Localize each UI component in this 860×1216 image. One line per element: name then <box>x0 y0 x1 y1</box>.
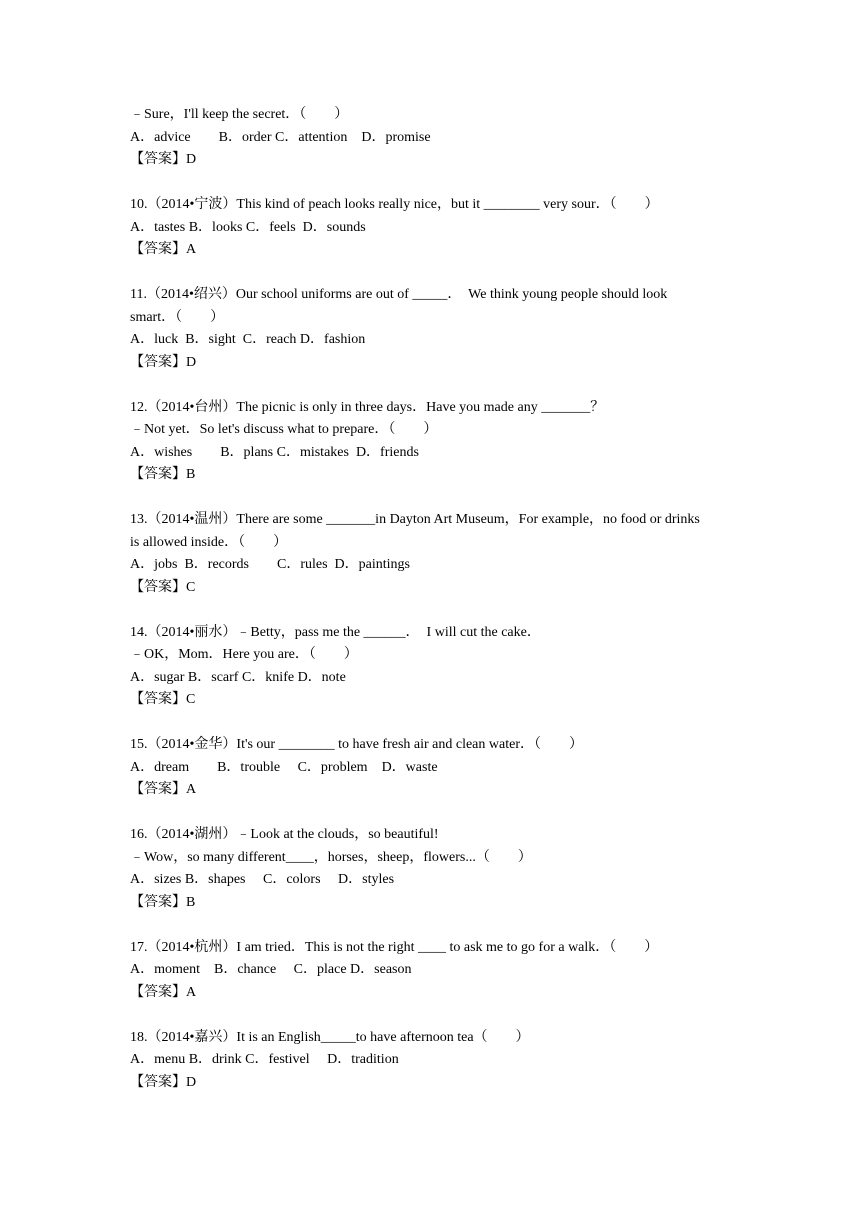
question-text-continued: smart．（ ） <box>130 309 225 325</box>
question-options: A．tastes B．looks C．feels D．sounds <box>130 219 366 235</box>
question-options: A．menu B．drink C．festivel D．tradition <box>130 1052 399 1067</box>
question-18 <box>130 1027 740 1095</box>
question-text: ﹣Sure，I'll keep the secret．（ ） <box>130 107 349 122</box>
question-text: 18.（2014•嘉兴）It is an English_____to have afternoon tea（ ） <box>130 1029 530 1045</box>
question-text-continued: ﹣OK，Mom．Here you are．（ ） <box>130 647 358 662</box>
question-options: A．moment B．chance C．place D．season <box>130 962 412 977</box>
question-11 <box>130 284 740 374</box>
question-text: 10.（2014•宁波）This kind of peach looks really nice，but it ________ very sour．（ ） <box>130 197 659 212</box>
question-9-tail <box>130 104 740 172</box>
question-10 <box>130 194 740 262</box>
question-answer: 【答案】B <box>130 894 196 910</box>
question-answer: 【答案】A <box>130 242 197 257</box>
question-options: A．sizes B．shapes C．colors D．styles <box>130 872 395 887</box>
question-text: 15.（2014•金华）It's our ________ to have fresh air and clean water．（ ） <box>130 737 583 752</box>
question-text: 14.（2014•丽水）﹣Betty，pass me the ______． I will cut the cake． <box>130 624 541 640</box>
question-12 <box>130 397 740 487</box>
question-answer: 【答案】D <box>130 354 197 370</box>
question-13 <box>130 509 740 599</box>
document-page <box>130 104 740 1117</box>
question-options: A．wishes B．plans C．mistakes D．friends <box>130 444 419 460</box>
question-options: A．advice B．order C．attention D．promise <box>130 129 431 145</box>
question-answer: 【答案】A <box>130 782 197 797</box>
question-text: 11.（2014•绍兴）Our school uniforms are out of _____． We think young people should look <box>130 287 668 302</box>
question-text-continued: ﹣Wow，so many different____，horses，sheep，flowers...（ ） <box>130 849 532 865</box>
question-answer: 【答案】D <box>130 152 197 167</box>
question-text: 13.（2014•温州）There are some _______in Dayton Art Museum，For example，no food or drinks <box>130 512 700 527</box>
question-answer: 【答案】B <box>130 467 196 482</box>
question-text-continued: is allowed inside．（ ） <box>130 534 288 550</box>
question-15 <box>130 734 740 802</box>
question-17 <box>130 937 740 1005</box>
question-options: A．luck B．sight C．reach D．fashion <box>130 332 366 347</box>
question-text: 16.（2014•湖州）﹣Look at the clouds，so beautiful! <box>130 827 439 842</box>
question-answer: 【答案】A <box>130 984 197 1000</box>
question-answer: 【答案】C <box>130 692 196 707</box>
question-text: 17.（2014•杭州）I am tried．This is not the right ____ to ask me to go for a walk．（ ） <box>130 939 659 955</box>
question-options: A．sugar B．scarf C．knife D．note <box>130 669 346 685</box>
question-answer: 【答案】D <box>130 1074 197 1090</box>
question-16 <box>130 824 740 914</box>
question-text: 12.（2014•台州）The picnic is only in three days．Have you made any _______？ <box>130 399 605 415</box>
question-answer: 【答案】C <box>130 579 196 595</box>
question-options: A．jobs B．records C．rules D．paintings <box>130 557 410 572</box>
question-text-continued: ﹣Not yet．So let's discuss what to prepare．（ ） <box>130 422 438 437</box>
question-options: A．dream B．trouble C．problem D．waste <box>130 759 438 775</box>
question-14 <box>130 622 740 712</box>
